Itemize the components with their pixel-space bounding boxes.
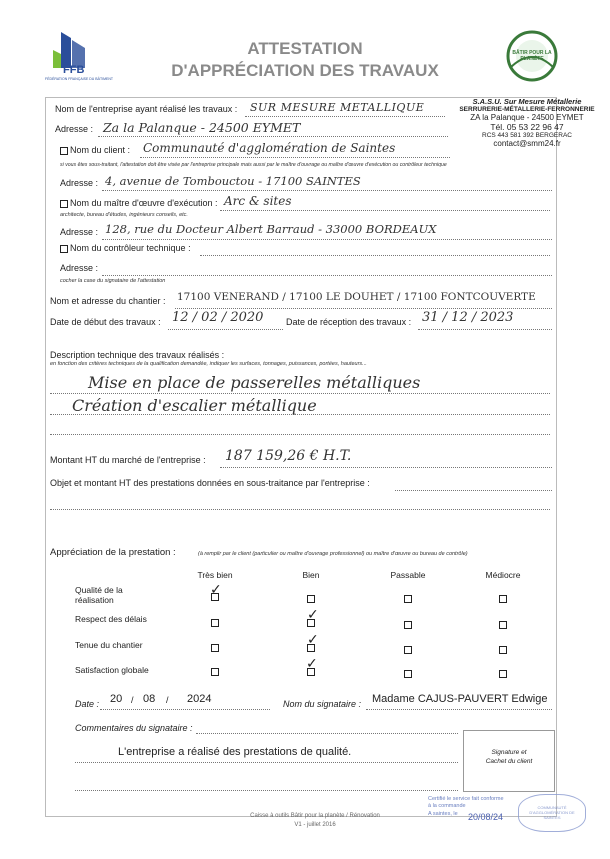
montant-label: Montant HT du marché de l'entreprise : (50, 455, 206, 465)
col-mediocre: Médiocre (485, 570, 521, 580)
cb-satisfaction-passable[interactable] (404, 670, 412, 678)
cb-satisfaction-mediocre[interactable] (499, 670, 507, 678)
cb-qualite-mediocre[interactable] (499, 595, 507, 603)
date-label: Date : (75, 699, 100, 709)
nom-signataire-value[interactable]: Madame CAJUS-PAUVERT Edwige (372, 693, 548, 705)
debut-label: Date de début des travaux : (50, 317, 161, 327)
stamp-line-1: S.A.S.U. Sur Mesure Métallerie (472, 97, 582, 106)
adresse3-line (102, 239, 552, 240)
col-passable: Passable (390, 570, 426, 580)
page-title (130, 38, 480, 82)
adresse2-value[interactable]: 4, avenue de Tombouctou - 17100 SAINTES (105, 174, 361, 188)
footer-line-1: Caisse à outils Bâtir pour la planète / Rénovation (250, 813, 380, 819)
client-checkbox[interactable] (60, 147, 68, 155)
cb-qualite-passable[interactable] (404, 595, 412, 603)
date-year[interactable]: 2024 (187, 693, 212, 705)
moe-note: architecte, bureau d'études, ingénieurs conseils, etc. (60, 212, 188, 218)
montant-value[interactable]: 187 159,26 € H.T. (225, 448, 352, 464)
desc-value-2[interactable]: Création d'escalier métallique (72, 396, 317, 415)
cb-chantier-passable[interactable] (404, 646, 412, 654)
soustraitance-label: Objet et montant HT des prestations données en sous-traitance par l'entreprise : (50, 478, 370, 488)
cb-qualite-bien[interactable] (307, 595, 315, 603)
batir-logo (492, 26, 572, 84)
date-line (100, 709, 270, 710)
row-label-satisfaction: Satisfaction globale (75, 665, 149, 675)
company-stamp (452, 97, 602, 148)
moe-line (220, 210, 550, 211)
commentaires-line-2 (75, 762, 458, 763)
row-label-delais: Respect des délais (75, 614, 147, 624)
client-value[interactable]: Communauté d'agglomération de Saintes (143, 141, 396, 155)
checkmark-icon: ✓ (307, 632, 319, 648)
controleur-label: Nom du contrôleur technique : (70, 243, 191, 253)
reception-value[interactable]: 31 / 12 / 2023 (422, 310, 514, 325)
moe-value[interactable]: Arc & sites (224, 194, 292, 208)
desc-value-1[interactable]: Mise en place de passerelles métalliques (88, 373, 421, 392)
date-day[interactable]: 20 (110, 693, 123, 705)
ffb-logo (45, 30, 115, 80)
moe-checkbox[interactable] (60, 200, 68, 208)
cb-satisfaction-tres-bien[interactable] (211, 668, 219, 676)
date-month[interactable]: 08 (143, 693, 156, 705)
cb-chantier-tres-bien[interactable] (211, 644, 219, 652)
agglo-stamp-text: COMMUNAUTÉ D'AGGLOMÉRATION DE SAINTES (529, 805, 575, 820)
footer-text (230, 812, 400, 830)
moe-label: Nom du maître d'œuvre d'exécution : (70, 198, 218, 208)
soustraitance-line-1 (395, 490, 552, 491)
adresse2-label: Adresse : (60, 178, 99, 188)
checkmark-icon: ✓ (210, 582, 222, 598)
certif-date: 20/08/24 (468, 812, 504, 822)
reception-line (418, 329, 552, 330)
adresse1-label: Adresse : (55, 124, 94, 134)
controleur-checkbox[interactable] (60, 245, 68, 253)
nom-signataire-label: Nom du signataire : (283, 699, 362, 709)
col-tres-bien: Très bien (197, 570, 233, 580)
adresse1-value[interactable]: Za la Palanque - 24500 EYMET (103, 120, 301, 135)
signature-box[interactable] (463, 730, 555, 792)
cb-chantier-mediocre[interactable] (499, 646, 507, 654)
chantier-value[interactable]: 17100 VENERAND / 17100 LE DOUHET / 17100 FONTCOUVERTE (177, 291, 536, 303)
col-bien: Bien (302, 570, 320, 580)
commentaires-line-1 (196, 733, 458, 734)
ffb-logo-text: FFB (63, 64, 85, 76)
row-label-qualite: Qualité de la réalisation (75, 585, 123, 605)
desc-line-3 (50, 434, 550, 435)
date-sep-1: / (131, 695, 134, 705)
cb-delais-passable[interactable] (404, 621, 412, 629)
adresse2-line (102, 190, 552, 191)
stamp-line-5: RCS 443 581 392 BERGERAC (482, 132, 572, 139)
signataire-note: cocher la case du signataire de l'attestation (60, 278, 166, 284)
checkmark-icon: ✓ (306, 656, 318, 672)
client-note: si vous êtes sous-traitant, l'attestation doit être visée par l'entreprise principale mais aussi par le maître d'ouvrage ou maître d'œuvre d'exécution ou contrôleur technique (60, 162, 447, 168)
chantier-line (175, 308, 552, 309)
adresse4-line (102, 275, 552, 276)
agglo-stamp (518, 794, 586, 832)
adresse3-value[interactable]: 128, rue du Docteur Albert Barraud - 33000 BORDEAUX (105, 222, 437, 236)
debut-value[interactable]: 12 / 02 / 2020 (172, 310, 264, 325)
client-label: Nom du client : (70, 145, 131, 155)
stamp-line-3: ZA la Palanque - 24500 EYMET (470, 113, 584, 122)
title-line-1: ATTESTATION (247, 39, 363, 58)
stamp-line-6: contact@smm24.fr (493, 139, 561, 148)
certif-text: Certifié le service fait conforme à la commande (428, 796, 504, 809)
soustraitance-line-2 (50, 509, 550, 510)
commentaires-line-3 (75, 790, 458, 791)
footer-line-2: V1 - juillet 2016 (294, 822, 336, 828)
chantier-label: Nom et adresse du chantier : (50, 296, 166, 306)
entreprise-line (245, 116, 445, 117)
stamp-line-4: Tél. 05 53 22 96 47 (490, 122, 564, 132)
row-label-chantier: Tenue du chantier (75, 640, 143, 650)
adresse4-label: Adresse : (60, 263, 99, 273)
signature-box-label (464, 748, 554, 766)
debut-line (168, 329, 283, 330)
title-line-2: D'APPRÉCIATION DES TRAVAUX (171, 61, 439, 80)
checkmark-icon: ✓ (307, 607, 319, 623)
montant-line (220, 467, 552, 468)
cb-delais-tres-bien[interactable] (211, 619, 219, 627)
appreciation-note: (à remplir par le client (particulier ou maître d'ouvrage professionnel) ou maître d'œuvre ou bureau de contrôle) (198, 551, 468, 557)
desc-line-1 (50, 393, 550, 394)
adresse1-line (98, 136, 448, 137)
cb-delais-mediocre[interactable] (499, 621, 507, 629)
adresse3-label: Adresse : (60, 227, 99, 237)
signature-box-line-2: Cachet du client (485, 758, 533, 765)
date-sep-2: / (166, 695, 169, 705)
commentaire-value[interactable]: L'entreprise a réalisé des prestations de qualité. (118, 746, 352, 758)
appreciation-title: Appréciation de la prestation : (50, 547, 176, 558)
batir-logo-text: BÂTIR POUR LA PLANÈTE (512, 50, 552, 62)
controleur-line (200, 255, 550, 256)
desc-label: Description technique des travaux réalisés : (50, 350, 225, 360)
certif-place-label: A saintes, le (428, 811, 458, 817)
client-line (140, 157, 450, 158)
entreprise-value[interactable]: SUR MESURE METALLIQUE (250, 101, 425, 114)
signature-box-line-1: Signature et (491, 749, 527, 756)
desc-note: en fonction des critères techniques de la qualification demandée, indiquer les surfaces, tonnages, puissances, portées, hauteurs... (50, 361, 367, 367)
ffb-subtext: FÉDÉRATION FRANÇAISE DU BÂTIMENT (45, 77, 113, 81)
entreprise-label: Nom de l'entreprise ayant réalisé les travaux : (55, 104, 238, 114)
stamp-line-2: SERRURERIE-MÉTALLERIE-FERRONNERIE (459, 106, 595, 113)
nom-signataire-line (366, 709, 552, 710)
commentaires-label: Commentaires du signataire : (75, 723, 193, 733)
reception-label: Date de réception des travaux : (286, 317, 412, 327)
